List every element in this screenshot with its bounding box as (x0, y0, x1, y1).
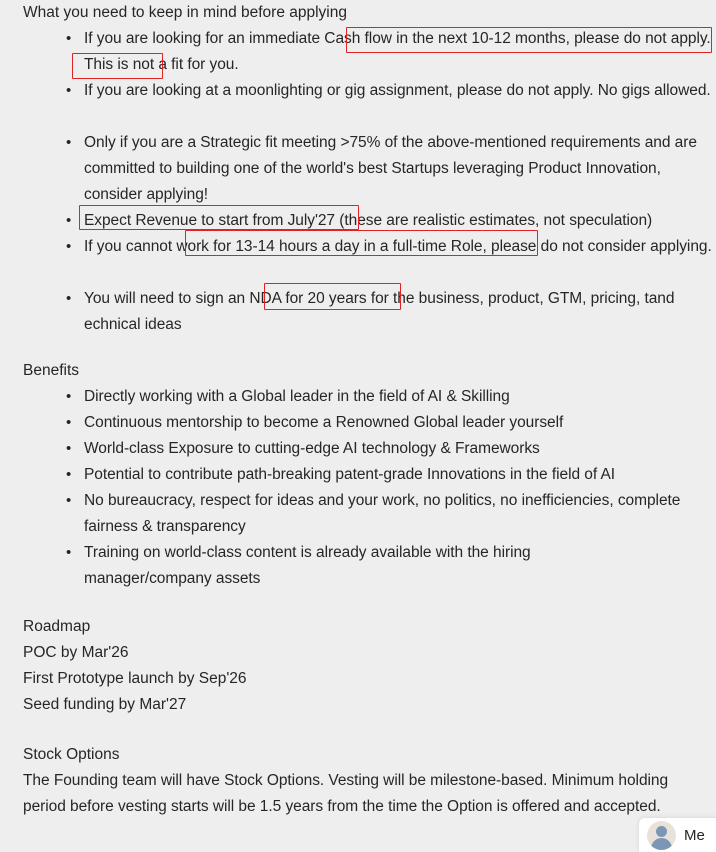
chat-widget-label: Me (684, 826, 705, 844)
avatar-head-shape (656, 826, 667, 837)
requirements-list-item: • You will need to sign an NDA for 20 years for the business, product, GTM, pricing, tand echnical ideas (63, 286, 713, 338)
roadmap-line: Seed funding by Mar'27 (23, 696, 187, 713)
avatar-body-shape (651, 838, 672, 850)
chat-widget[interactable] (638, 817, 716, 852)
requirements-list-item: • If you are looking at a moonlighting or gig assignment, please do not apply. No gigs allowed. (63, 78, 715, 104)
benefits-list-item: • Training on world-class content is already available with the hiring manager/company assets (63, 540, 593, 592)
requirements-list-item: • Only if you are a Strategic fit meeting >75% of the above-mentioned requirements and are committed to building one of the world's best Startups leveraging Product Innovation, consider applying! (63, 130, 715, 208)
benefits-list-item: • World-class Exposure to cutting-edge AI technology & Frameworks (63, 436, 715, 462)
benefits-list-item: • Potential to contribute path-breaking patent-grade Innovations in the field of AI (63, 462, 715, 488)
benefits-heading: Benefits (23, 362, 80, 379)
person-avatar-icon (647, 821, 676, 850)
benefits-list-item: • Continuous mentorship to become a Renowned Global leader yourself (63, 410, 715, 436)
requirements-heading: What you need to keep in mind before applying (23, 4, 347, 21)
benefits-list-item: • Directly working with a Global leader in the field of AI & Skilling (63, 384, 715, 410)
requirements-list-item: • If you cannot work for 13-14 hours a day in a full-time Role, please do not consider applying. (63, 234, 715, 260)
roadmap-line: POC by Mar'26 (23, 644, 129, 661)
stock-options-heading: Stock Options (23, 746, 120, 763)
benefits-list-item: • No bureaucracy, respect for ideas and your work, no politics, no inefficiencies, complete fairness & transparency (63, 488, 683, 540)
roadmap-line: First Prototype launch by Sep'26 (23, 670, 247, 687)
roadmap-heading: Roadmap (23, 618, 91, 635)
stock-options-body: The Founding team will have Stock Options. Vesting will be milestone-based. Minimum holding period before vesting starts will be 1.5 years from the time the Option is offered and accepted. (23, 772, 673, 815)
requirements-list-item: • If you are looking for an immediate Cash flow in the next 10-12 months, please do not apply. This is not a fit for you. (63, 26, 715, 78)
requirements-list-item: • Expect Revenue to start from July'27 (these are realistic estimates, not speculation) (63, 208, 715, 234)
